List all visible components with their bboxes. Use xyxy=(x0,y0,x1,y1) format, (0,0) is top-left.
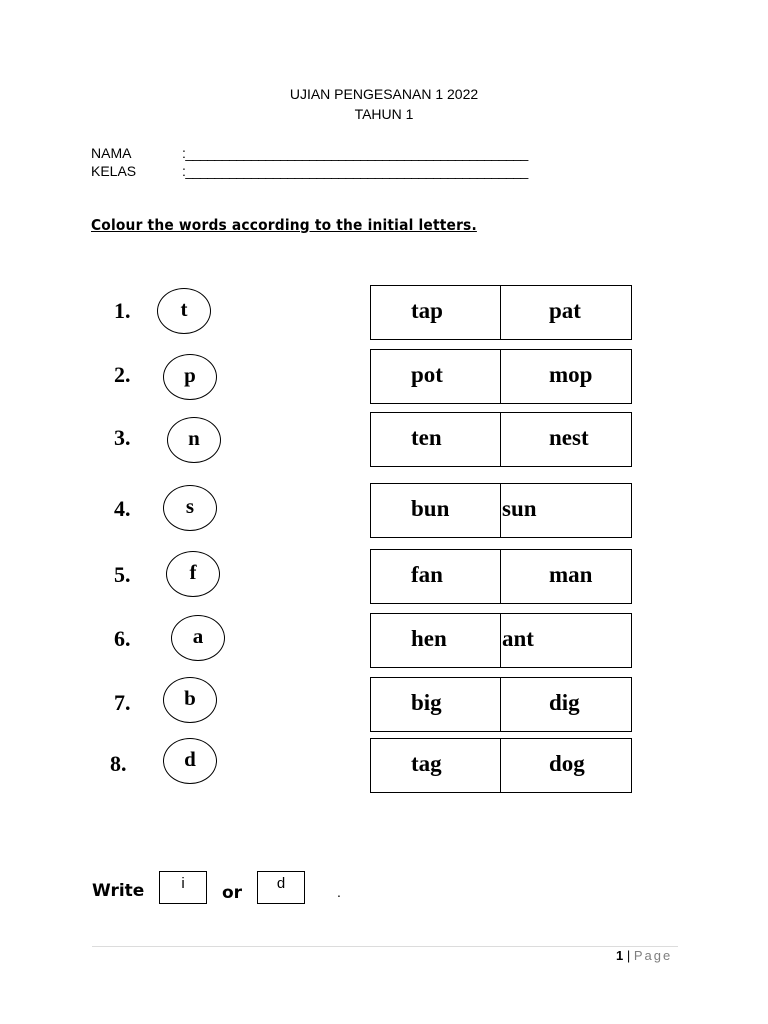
word-cell-right[interactable] xyxy=(501,739,631,792)
word-cell-left[interactable] xyxy=(371,739,501,792)
word-box xyxy=(370,549,632,604)
word-left: fan xyxy=(411,562,443,587)
letter-circle xyxy=(157,288,211,334)
page-subtitle: TAHUN 1 xyxy=(354,106,414,122)
word-left: bun xyxy=(411,496,450,521)
page-label: Page xyxy=(633,948,673,963)
word-cell-left[interactable] xyxy=(371,678,501,731)
class-label: KELAS xyxy=(91,163,137,179)
or-label: or xyxy=(222,883,243,903)
letter-circle xyxy=(171,615,225,661)
word-box xyxy=(370,738,632,793)
word-cell-right[interactable] xyxy=(501,286,631,339)
word-right: pat xyxy=(549,298,581,323)
word-right: dig xyxy=(549,690,580,715)
item-number: 6. xyxy=(114,626,131,651)
word-right: sun xyxy=(502,496,537,521)
word-cell-left[interactable] xyxy=(371,550,501,603)
class-field[interactable]: :_______________________________________________ xyxy=(182,163,528,179)
word-cell-left[interactable] xyxy=(371,484,501,537)
instruction-text: Colour the words according to the initial letters. xyxy=(91,216,477,234)
word-left: tap xyxy=(411,298,443,323)
name-label: NAMA xyxy=(91,145,132,161)
initial-letter: p xyxy=(184,363,196,387)
item-number: 2. xyxy=(114,362,131,387)
initial-letter: s xyxy=(185,494,195,518)
word-cell-left[interactable] xyxy=(371,286,501,339)
letter-circle xyxy=(166,551,220,597)
page-number: 1 xyxy=(616,948,624,963)
word-left: tag xyxy=(411,751,442,776)
item-number: 5. xyxy=(114,562,131,587)
page-title: UJIAN PENGESANAN 1 2022 xyxy=(289,86,479,102)
word-cell-left[interactable] xyxy=(371,614,501,667)
word-left: hen xyxy=(411,626,447,651)
word-cell-left[interactable] xyxy=(371,413,501,466)
word-right: nest xyxy=(549,425,589,450)
letter-circle xyxy=(167,417,221,463)
item-number: 7. xyxy=(114,690,131,715)
period-mark: . xyxy=(337,884,341,900)
item-number: 1. xyxy=(114,298,131,323)
initial-letter: b xyxy=(184,686,196,710)
word-cell-right[interactable] xyxy=(501,614,631,667)
word-cell-right[interactable] xyxy=(501,484,631,537)
initial-letter: n xyxy=(188,426,200,450)
word-box xyxy=(370,613,632,668)
letter-circle xyxy=(163,485,217,531)
word-box xyxy=(370,285,632,340)
write-label: Write xyxy=(92,881,145,901)
word-right: dog xyxy=(549,751,585,776)
word-right: ant xyxy=(502,626,534,651)
word-cell-left[interactable] xyxy=(371,350,501,403)
item-number: 8. xyxy=(110,751,127,776)
initial-letter: t xyxy=(180,297,188,321)
footer-divider xyxy=(92,946,678,947)
initial-letter: f xyxy=(189,560,197,584)
name-field[interactable]: :_______________________________________________ xyxy=(182,145,528,161)
word-right: man xyxy=(549,562,593,587)
word-box xyxy=(370,677,632,732)
word-left: big xyxy=(411,690,442,715)
page-footer xyxy=(616,948,672,963)
word-right: mop xyxy=(549,362,593,387)
word-cell-right[interactable] xyxy=(501,550,631,603)
word-box xyxy=(370,349,632,404)
initial-letter: d xyxy=(184,747,196,771)
word-left: pot xyxy=(411,362,443,387)
word-cell-right[interactable] xyxy=(501,413,631,466)
word-box xyxy=(370,412,632,467)
letter-box-d: d xyxy=(257,871,305,904)
word-cell-right[interactable] xyxy=(501,678,631,731)
letter-circle xyxy=(163,354,217,400)
letter-circle xyxy=(163,738,217,784)
item-number: 3. xyxy=(114,425,131,450)
letter-box-i: i xyxy=(159,871,207,904)
initial-letter: a xyxy=(192,624,204,648)
footer-separator: | xyxy=(626,948,631,963)
letter-circle xyxy=(163,677,217,723)
word-cell-right[interactable] xyxy=(501,350,631,403)
word-box xyxy=(370,483,632,538)
item-number: 4. xyxy=(114,496,131,521)
word-left: ten xyxy=(411,425,442,450)
